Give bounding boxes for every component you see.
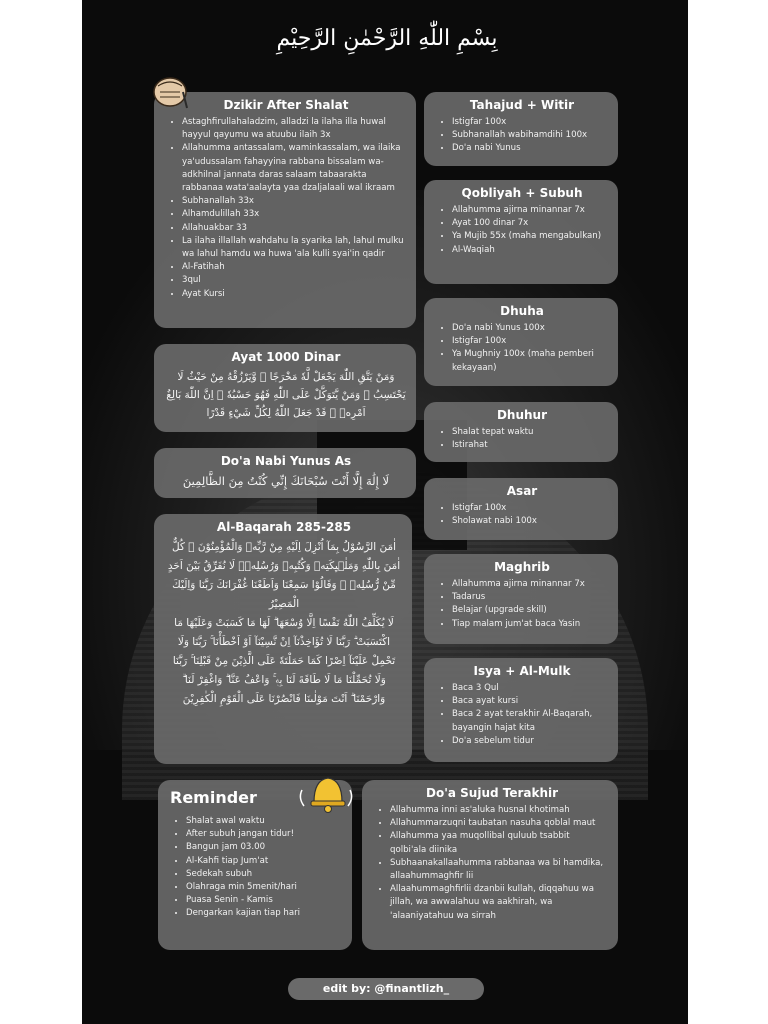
isya-al-mulk-title: Isya + Al-Mulk: [473, 664, 571, 678]
asar-card: [424, 478, 618, 540]
doa-nabi-yunus-title: Do'a Nabi Yunus As: [220, 454, 352, 468]
poster: [82, 0, 688, 1024]
list-item: • Ayat 100 dinar 7x: [452, 217, 608, 230]
list-item: • Dengarkan kajian tiap hari: [186, 907, 342, 920]
dzikir-card: [154, 92, 416, 328]
prayer-beads-hand-icon: [150, 72, 190, 110]
list-item: • Bangun jam 03.00: [186, 841, 342, 854]
list-item: • Allahumma ajirna minannar 7x: [452, 578, 608, 591]
list-item: • Allahumma yaa muqollibal quluub tsabbit qolbi'ala diinika: [390, 830, 608, 856]
isya-al-mulk-card: [424, 658, 618, 762]
tahajud-list: [436, 116, 608, 156]
qobliyah-subuh-list: [436, 204, 608, 257]
list-item: • Subhanallah 33x: [182, 195, 406, 208]
list-item: • Belajar (upgrade skill): [452, 604, 608, 617]
list-item: • La ilaha illallah wahdahu la syarika lah, lahul mulku wa lahul hamdu wa huwa 'ala kulli syai'in qadir: [182, 235, 406, 261]
list-item: • Sedekah subuh: [186, 868, 342, 881]
list-item: • Subhanallah wabihamdihi 100x: [452, 129, 608, 142]
list-item: • Tadarus: [452, 591, 608, 604]
doa-sujud-terakhir-title: Do'a Sujud Terakhir: [426, 786, 559, 800]
dhuha-list: [436, 322, 608, 375]
list-item: • Astaghfirullahaladzim, alladzi la ilaha illa huwal hayyul qayumu wa atuubu ilaih 3x: [182, 116, 406, 142]
list-item: • Puasa Senin - Kamis: [186, 894, 342, 907]
dhuhur-card: [424, 402, 618, 462]
list-item: • Shalat tepat waktu: [452, 426, 608, 439]
qobliyah-subuh-card: [424, 180, 618, 284]
dhuhur-title: Dhuhur: [496, 408, 548, 422]
dzikir-title: Dzikir After Shalat: [223, 98, 349, 112]
doa-nabi-yunus-card: [154, 448, 416, 498]
list-item: • Allahumma inni as'aluka husnal khotimah: [390, 804, 608, 817]
list-item: • Baca ayat kursi: [452, 695, 608, 708]
dhuhur-list: [436, 426, 608, 452]
list-item: • Istigfar 100x: [452, 116, 608, 129]
al-baqarah-text-285: اٰمَنَ الرَّسُوْلُ بِمَآ اُنْزِلَ اِلَيْهِ مِنْ رَّبِّهٖ وَالْمُؤْمِنُوْنَ ۗ كُلٌّ اٰمَنَ بِاللّٰهِ وَمَلٰۤىِٕكَتِهٖ وَكُتُبِهٖ وَرُسُلِهٖۗ لَا نُفَرِّقُ بَيْنَ اَحَدٍ مِّنْ رُّسُلِهٖ ۗ وَقَالُوْا سَمِعْنَا وَاَطَعْنَا غُفْرَانَكَ رَبَّنَا وَاِلَيْكَ الْمَصِيْرُ: [167, 541, 401, 610]
tahajud-card: [424, 92, 618, 166]
al-baqarah-text-286: لَا يُكَلِّفُ اللّٰهُ نَفْسًا اِلَّا وُسْعَهَا ۗ لَهَا مَا كَسَبَتْ وَعَلَيْهَا مَا اكْتَسَبَتْ ۗ رَبَّنَا لَا تُؤَاخِذْنَآ اِنْ نَّسِيْنَآ اَوْ اَخْطَأْنَا ۚ رَبَّنَا وَلَا تَحْمِلْ عَلَيْنَآ اِصْرًا كَمَا حَمَلْتَهٗ عَلَى الَّذِيْنَ مِنْ قَبْلِنَا ۚ رَبَّنَا وَلَا تُحَمِّلْنَا مَا لَا طَاقَةَ لَنَا بِهٖ ۚ وَاعْفُ عَنَّا ۗ وَاغْفِرْ لَنَا ۗ وَارْحَمْنَا ۗ اَنْتَ مَوْلٰىنَا فَانْصُرْنَا عَلَى الْقَوْمِ الْكٰفِرِيْنَ: [172, 617, 396, 705]
list-item: • After subuh jangan tidur!: [186, 828, 342, 841]
list-item: • Baca 3 Qul: [452, 682, 608, 695]
bell-icon: [296, 768, 356, 818]
doa-nabi-yunus-text: لَا إِلَٰهَ إِلَّا أَنْتَ سُبْحَانَكَ إِنِّي كُنْتُ مِنَ الظَّالِمِينَ: [182, 474, 390, 488]
list-item: • Al-Kahfi tiap Jum'at: [186, 855, 342, 868]
list-item: • Alhamdulillah 33x: [182, 208, 406, 221]
list-item: • Baca 2 ayat terakhir Al-Baqarah, bayangin hajat kita: [452, 708, 608, 734]
list-item: • Subhaanakallaahumma rabbanaa wa bi hamdika, allaahummaghfir lii: [390, 857, 608, 883]
list-item: • Tiap malam jum'at baca Yasin: [452, 618, 608, 631]
maghrib-card: [424, 554, 618, 644]
tahajud-title: Tahajud + Witir: [469, 98, 575, 112]
list-item: • Ya Mujib 55x (maha mengabulkan): [452, 230, 608, 243]
list-item: • Do'a nabi Yunus: [452, 142, 608, 155]
list-item: • Do'a sebelum tidur: [452, 735, 608, 748]
list-item: • Olahraga min 5menit/hari: [186, 881, 342, 894]
doa-sujud-terakhir-list: [374, 804, 608, 923]
list-item: • Allahumma ajirna minannar 7x: [452, 204, 608, 217]
al-baqarah-title: Al-Baqarah 285-285: [216, 520, 352, 534]
list-item: • Ya Mughniy 100x (maha pemberi kekayaan): [452, 348, 608, 374]
list-item: • Istigfar 100x: [452, 502, 608, 515]
list-item: • Allahuakbar 33: [182, 222, 406, 235]
list-item: • Al-Fatihah: [182, 261, 406, 274]
bismillah-calligraphy: بِسْمِ اللّٰهِ الرَّحْمٰنِ الرَّحِيْمِ: [276, 26, 498, 51]
ayat-1000-dinar-text: وَمَنْ يَتَّقِ اللّٰهَ يَجْعَلْ لَّهٗ مَخْرَجًا ۙ وَّيَرْزُقْهُ مِنْ حَيْثُ لَا يَحْتَسِبُ ۗ وَمَنْ يَّتَوَكَّلْ عَلَى اللّٰهِ فَهُوَ حَسْبُهٗ ۗ اِنَّ اللّٰهَ بَالِغُ اَمْرِهٖ ۗ قَدْ جَعَلَ اللّٰهُ لِكُلِّ شَيْءٍ قَدْرًا: [166, 371, 406, 419]
isya-al-mulk-list: [436, 682, 608, 748]
qobliyah-subuh-title: Qobliyah + Subuh: [461, 186, 583, 200]
maghrib-list: [436, 578, 608, 631]
list-item: • Allahummarzuqni taubatan nasuha qoblal maut: [390, 817, 608, 830]
list-item: • Sholawat nabi 100x: [452, 515, 608, 528]
dzikir-list: [166, 116, 406, 301]
list-item: • Al-Waqiah: [452, 244, 608, 257]
list-item: • Allahumma antassalam, waminkassalam, wa ilaika ya'udussalam fahayyina rabbana bissalam wa-adkhilnal jannata daras salaam tabaarakta rabbanaa wata'aalayta yaa dzaljalaali wal ikraam: [182, 142, 406, 195]
list-item: • Shalat awal waktu: [186, 815, 342, 828]
list-item: • Allaahummaghfirlii dzanbii kullah, diqqahuu wa jillah, wa awwalahuu wa aakhirah, wa 'alaaniyatahuu wa sirrah: [390, 883, 608, 923]
list-item: • Istirahat: [452, 439, 608, 452]
list-item: • Do'a nabi Yunus 100x: [452, 322, 608, 335]
asar-list: [436, 502, 608, 528]
maghrib-title: Maghrib: [494, 560, 550, 574]
ayat-1000-dinar-title: Ayat 1000 Dinar: [231, 350, 341, 364]
reminder-title: Reminder: [170, 788, 257, 807]
list-item: • Ayat Kursi: [182, 288, 406, 301]
asar-title: Asar: [506, 484, 538, 498]
doa-sujud-terakhir-card: [362, 780, 618, 950]
dhuha-card: [424, 298, 618, 386]
ayat-1000-dinar-card: [154, 344, 416, 432]
al-baqarah-card: [154, 514, 412, 764]
editor-credit: edit by: @finantlizh_: [288, 978, 484, 1000]
reminder-list: [170, 815, 342, 921]
list-item: • 3qul: [182, 274, 406, 287]
list-item: • Istigfar 100x: [452, 335, 608, 348]
dhuha-title: Dhuha: [500, 304, 544, 318]
